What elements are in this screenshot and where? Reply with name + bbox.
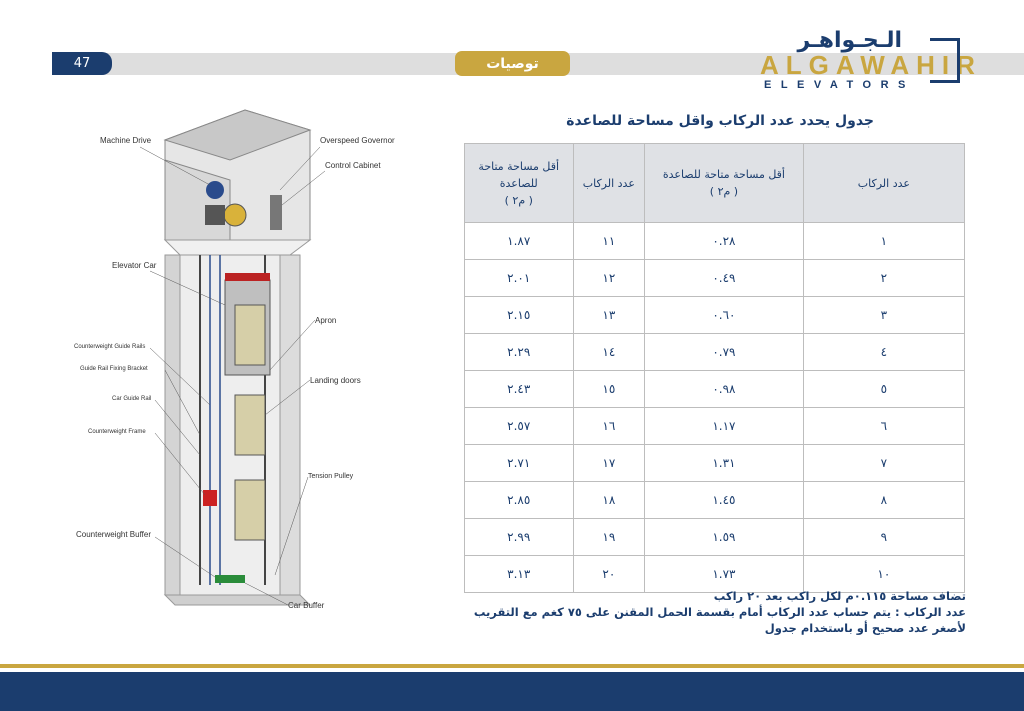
table-title: جدول يحدد عدد الركاب واقل مساحة للصاعدة <box>566 113 874 129</box>
control-cabinet <box>270 195 282 230</box>
table-cell-a2: ٢.٥٧ <box>465 408 574 445</box>
elevator-shaft-diagram <box>70 105 400 625</box>
header-min-area-1 <box>645 144 804 223</box>
page-number: 47 <box>52 52 112 75</box>
table-cell-p1: ٥ <box>803 371 964 408</box>
table-cell-p1: ١٠ <box>803 556 964 593</box>
table-cell-a1: ٠.٩٨ <box>645 371 804 408</box>
table-cell-p1: ٩ <box>803 519 964 556</box>
table-cell-p1: ١ <box>803 223 964 260</box>
section-tag: توصيات <box>455 51 570 76</box>
table-cell-a1: ١.٣١ <box>645 445 804 482</box>
table-cell-a2: ٢.٨٥ <box>465 482 574 519</box>
footer-bar <box>0 672 1024 711</box>
car-top <box>225 273 270 281</box>
header-min-area-2-unit: ( م٢ ) <box>504 193 533 207</box>
table-cell-a1: ٠.٢٨ <box>645 223 804 260</box>
table-cell-p2: ١٢ <box>573 260 645 297</box>
table-row <box>465 223 965 260</box>
label-machine-drive: Machine Drive <box>100 136 152 145</box>
label-guide-rail-fixing-bracket: Guide Rail Fixing Bracket <box>80 366 148 372</box>
table-row <box>465 297 965 334</box>
table-cell-p2: ١٦ <box>573 408 645 445</box>
logo-bracket-icon <box>930 38 960 83</box>
label-tension-pulley: Tension Pulley <box>308 473 354 480</box>
table-cell-p2: ١٤ <box>573 334 645 371</box>
table-cell-p2: ٢٠ <box>573 556 645 593</box>
table-cell-p2: ١١ <box>573 223 645 260</box>
header-min-area-1-text: أقل مساحة متاحة للصاعدة <box>662 168 785 181</box>
label-overspeed-governor: Overspeed Governor <box>320 136 395 145</box>
table-cell-p2: ١٥ <box>573 371 645 408</box>
company-logo <box>760 28 982 93</box>
counterweight-frame <box>203 490 217 506</box>
table-cell-p1: ٣ <box>803 297 964 334</box>
table-cell-a1: ٠.٦٠ <box>645 297 804 334</box>
table-row <box>465 556 965 593</box>
table-cell-p1: ٢ <box>803 260 964 297</box>
notes <box>464 588 966 636</box>
label-car-buffer: Car Buffer <box>288 601 325 610</box>
table-cell-a1: ١.٧٣ <box>645 556 804 593</box>
table-cell-a2: ٢.١٥ <box>465 297 574 334</box>
label-elevator-car: Elevator Car <box>112 261 157 270</box>
table-cell-p2: ١٣ <box>573 297 645 334</box>
table-cell-a2: ٣.١٣ <box>465 556 574 593</box>
table-cell-a1: ١.٥٩ <box>645 519 804 556</box>
buffer <box>215 575 245 583</box>
table-cell-a1: ١.١٧ <box>645 408 804 445</box>
landing-door <box>235 395 265 455</box>
table-cell-p2: ١٨ <box>573 482 645 519</box>
table-row <box>465 408 965 445</box>
table-cell-a1: ١.٤٥ <box>645 482 804 519</box>
label-apron: Apron <box>315 316 337 325</box>
table-cell-a2: ٢.٤٣ <box>465 371 574 408</box>
table-cell-p2: ١٧ <box>573 445 645 482</box>
header-min-area-1-unit: ( م٢ ) <box>709 185 739 198</box>
header-passengers-2: عدد الركاب <box>573 144 645 223</box>
passenger-area-table <box>464 143 965 593</box>
footer-gold-line <box>0 664 1024 668</box>
note-line-2: عدد الركاب : يتم حساب عدد الركاب أمام بقسمة الحمل المقنن على ٧٥ كغم مع التقريب <box>473 605 966 619</box>
note-line-1: تضاف مساحة ٠.١١٥م لكل راكب بعد ٢٠ راكب <box>713 589 966 603</box>
table-cell-p1: ٦ <box>803 408 964 445</box>
header-passengers-1: عدد الركاب <box>803 144 964 223</box>
logo-sub: ELEVATORS <box>764 79 915 91</box>
label-counterweight-buffer: Counterweight Buffer <box>76 530 152 539</box>
note-line-3: لأصغر عدد صحيح أو باستخدام جدول <box>764 621 966 635</box>
logo-english: ALGAWAHIR <box>760 50 982 80</box>
header-min-area-2-text: أقل مساحة متاحة للصاعدة <box>478 159 560 190</box>
table-row <box>465 334 965 371</box>
table-cell-p2: ١٩ <box>573 519 645 556</box>
table-row <box>465 482 965 519</box>
label-counterweight-guide-rails: Counterweight Guide Rails <box>74 344 146 350</box>
label-car-guide-rail: Car Guide Rail <box>112 396 152 402</box>
table-cell-a2: ٢.٠١ <box>465 260 574 297</box>
table-cell-a1: ٠.٤٩ <box>645 260 804 297</box>
table-row <box>465 445 965 482</box>
table-row <box>465 260 965 297</box>
table-cell-p1: ٤ <box>803 334 964 371</box>
table-header-row <box>465 144 965 223</box>
table-cell-a2: ٢.٧١ <box>465 445 574 482</box>
table-cell-a2: ٢.٢٩ <box>465 334 574 371</box>
table-cell-a2: ٢.٩٩ <box>465 519 574 556</box>
label-landing-doors: Landing doors <box>310 376 361 385</box>
machine-drive-motor <box>206 181 224 199</box>
label-control-cabinet: Control Cabinet <box>325 161 381 170</box>
sheave-wheel <box>224 204 246 226</box>
table-row <box>465 519 965 556</box>
table-row <box>465 371 965 408</box>
header-min-area-2 <box>465 144 574 223</box>
table-cell-p1: ٧ <box>803 445 964 482</box>
logo-arabic: الـجـواهـر <box>797 28 902 53</box>
table-cell-a2: ١.٨٧ <box>465 223 574 260</box>
table-cell-p1: ٨ <box>803 482 964 519</box>
label-counterweight-frame: Counterweight Frame <box>88 429 146 435</box>
table-cell-a1: ٠.٧٩ <box>645 334 804 371</box>
